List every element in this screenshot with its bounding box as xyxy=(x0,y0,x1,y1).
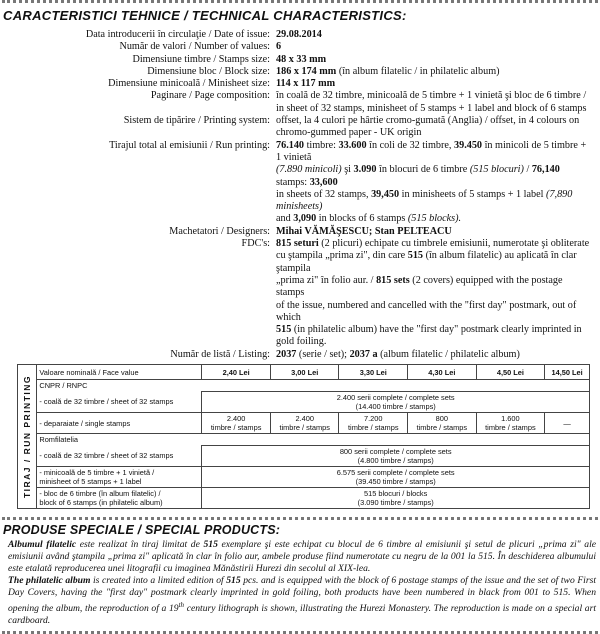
fdc-bold: 815 seturi xyxy=(276,238,319,250)
spec-block-size xyxy=(0,66,600,78)
cell-line: timbre / stamps xyxy=(210,423,262,433)
fdc-line xyxy=(276,324,592,349)
fdc-text: (in philatelic album) have the "first day" postmark clearly imprinted in gold foiling. xyxy=(276,324,582,348)
single-cell xyxy=(476,413,545,434)
spec-list xyxy=(0,29,600,361)
table-row xyxy=(37,380,590,392)
ro-text: exemplare şi este echipat cu blocul de 6 timbre al emisiunii şi setul de plicuri „prima zi" ale emisiunii având ştampila „prima zi" aplicată în clar în folio aur, ambele produse fiind numerotate cu negru de la 001 la 515. În deschiderea albumului este etalată reproducerea unei litografii cu imaginea Mănăstirii Hurezi din secolul al XIX-lea. xyxy=(8,539,596,575)
spec-label: Tirajul total al emisiunii / Run printing: xyxy=(109,139,270,151)
run-text: în blocuri de 6 timbre xyxy=(376,164,470,176)
cell-line: minisheet of 5 stamps + 1 label xyxy=(39,477,142,487)
spec-listing xyxy=(0,349,600,361)
run-italic: (515 blocuri) xyxy=(469,164,524,176)
minisheet-size-value: 114 x 117 mm xyxy=(276,78,336,90)
merged-value-cell xyxy=(202,392,590,413)
spec-printing-system xyxy=(0,115,600,140)
cell-line: timbre / stamps xyxy=(485,423,536,433)
en-bold: The philatelic album xyxy=(8,575,91,587)
pagination-line: in sheet of 32 stamps, minisheet of 5 stamps + 1 label and block of 6 stamps xyxy=(276,102,587,114)
en-text: century lithograph is shown, illustrating the Hurezi Monastery. The reproduction is made on a special art cardboard. xyxy=(8,603,596,627)
run-number: 39,450 xyxy=(371,188,400,200)
cell-line: (3.090 timbre / stamps) xyxy=(357,498,434,508)
cell-line: - bloc de 6 timbre (în album filatelic) / xyxy=(39,489,161,499)
spec-value xyxy=(276,115,600,140)
ro-bold: 515 xyxy=(203,539,218,551)
spec-minisheet-size xyxy=(0,78,600,90)
run-text: şi xyxy=(341,164,354,176)
face-value-cell: 3,00 Lei xyxy=(270,365,339,380)
run-text: / xyxy=(523,164,532,176)
designers-value: Mihai VĂMĂŞESCU; Stan PELTEACU xyxy=(276,225,452,237)
fdc-line xyxy=(276,250,592,275)
table-row xyxy=(37,467,590,488)
spec-label: Data introducerii în circulaţie / Date of issue: xyxy=(85,29,270,40)
fdc-line xyxy=(276,238,592,250)
run-line xyxy=(276,140,592,165)
run-number: 33,600 xyxy=(309,176,338,188)
technical-title: CARACTERISTICI TEHNICE / TECHNICAL CHARACTERISTICS: xyxy=(3,8,407,23)
listing-text: (serie / set); xyxy=(296,348,350,360)
spec-designers xyxy=(0,226,600,238)
cell-line: 6.575 serii complete / complete sets xyxy=(336,468,455,478)
face-value-header: Valoare nominală / Face value xyxy=(37,365,202,380)
spec-run-printing xyxy=(0,140,600,226)
cell-line: 2.400 xyxy=(295,414,314,424)
merged-value-cell xyxy=(202,467,590,488)
table-row xyxy=(37,413,590,434)
cell-line: 2.400 xyxy=(226,414,246,424)
spec-value xyxy=(276,140,600,226)
run-line xyxy=(276,189,592,214)
side-label-text: TIRAJ / RUN PRINTING xyxy=(22,375,33,499)
fdc-bold: 515 xyxy=(407,250,424,262)
merged-value-cell xyxy=(202,446,590,467)
spec-value xyxy=(276,78,600,90)
run-printing-table xyxy=(36,364,590,509)
middle-dotted-rule xyxy=(2,517,598,520)
run-number: 76,140 xyxy=(531,164,560,176)
fdc-text: (în album filatelic) au aplicată în clar ştampila xyxy=(276,250,577,274)
printing-line: offset, la 4 culori pe hârtie cromo-gumată (Anglia) / offset, in 4 colours on xyxy=(276,115,580,127)
run-text: în minicoli de 5 timbre + 1 vinietă xyxy=(276,139,587,163)
spec-value xyxy=(276,41,600,53)
cell-line: (39.450 timbre / stamps) xyxy=(355,477,436,487)
spec-value xyxy=(276,90,600,115)
table-row xyxy=(37,446,590,467)
run-italic: (7.890 minicoli) xyxy=(276,164,342,176)
listing-text: (album filatelic / philatelic album) xyxy=(377,348,520,360)
merged-value-cell xyxy=(202,488,590,509)
spec-label: Număr de listă / Listing: xyxy=(170,348,270,360)
pagination-line: în coală de 32 timbre, minicoală de 5 timbre + 1 vinietă şi bloc de 6 timbre / xyxy=(276,90,587,102)
ro-text: este realizat în tiraj limitat de xyxy=(76,539,204,551)
cell-line: block of 6 stamps (in philatelic album) xyxy=(39,498,163,508)
spec-number-values xyxy=(0,41,600,53)
row-label xyxy=(37,467,202,488)
table-row xyxy=(37,434,590,446)
run-printing-side-label xyxy=(17,364,36,509)
issue-date-value: 29.08.2014 xyxy=(276,29,322,40)
spec-page-composition xyxy=(0,90,600,115)
run-text: in blocks of 6 stamps xyxy=(316,213,408,225)
spec-fdc xyxy=(0,238,600,349)
cell-line: timbre / stamps xyxy=(416,423,468,433)
cell-line: 800 serii complete / complete sets xyxy=(339,447,452,457)
cell-line: 515 blocuri / blocks xyxy=(364,489,428,499)
run-text: and xyxy=(276,213,294,225)
en-text: pcs. and is equipped with the block of 6 postage stamps of the issue and the set of two First Day Covers, having the "first day" postmark clearly imprinted in gold foiling, both products have been numbered in black from 001 to 515. When opening the album, the reproduction of a 19 xyxy=(8,575,596,615)
provider-romfilatelia: Romfilatelia xyxy=(37,434,590,446)
single-cell xyxy=(202,413,271,434)
run-text: în coli de 32 timbre, xyxy=(366,139,454,151)
spec-label: Sistem de tipărire / Printing system: xyxy=(123,115,270,127)
special-products-title: PRODUSE SPECIALE / SPECIAL PRODUCTS: xyxy=(3,523,281,538)
table-header-row xyxy=(37,365,590,380)
cell-line: timbre / stamps xyxy=(279,423,330,433)
run-text: in minisheets of 5 stamps + 1 label xyxy=(399,188,547,200)
row-label: - coală de 32 timbre / sheet of 32 stamps xyxy=(37,446,202,467)
spec-value xyxy=(276,66,600,78)
spec-issue-date xyxy=(0,29,600,41)
fdc-bold: 815 sets xyxy=(376,274,410,286)
listing-number: 2037 xyxy=(276,348,297,360)
listing-number: 2037 a xyxy=(349,348,378,360)
spec-label: FDC's: xyxy=(241,238,270,250)
spec-label: Machetatori / Designers: xyxy=(169,225,270,237)
table-row xyxy=(37,392,590,413)
spec-label: Dimensiune minicoală / Minisheet size: xyxy=(108,78,270,90)
run-text: in sheets of 32 stamps, xyxy=(276,188,372,200)
superscript: th xyxy=(178,601,185,610)
block-size-note: (în album filatelic / in philatelic album) xyxy=(336,65,500,77)
en-bold: 515 xyxy=(226,575,241,587)
run-number: 33.600 xyxy=(338,139,367,151)
spec-stamp-size xyxy=(0,54,600,66)
spec-label: Dimensiune timbre / Stamps size: xyxy=(132,53,270,65)
single-cell xyxy=(408,413,477,434)
fdc-text: „prima zi" în folio aur. / xyxy=(276,274,377,286)
fdc-line xyxy=(276,275,592,300)
run-text: stamps: xyxy=(276,176,310,188)
spec-value xyxy=(276,54,600,66)
fdc-text: (2 plicuri) echipate cu timbrele emisiunii, numerotate şi obliterate xyxy=(318,238,590,250)
row-label: - deparaiate / single stamps xyxy=(37,413,202,434)
fdc-text: (2 covers) equipped with the postage stamps xyxy=(276,274,563,299)
run-number: 76.140 xyxy=(276,139,305,151)
run-number: 3,090 xyxy=(293,213,317,225)
cell-line: (14.400 timbre / stamps) xyxy=(355,402,436,412)
fdc-text: cu ştampila „prima zi", din care xyxy=(276,250,408,262)
table-row xyxy=(37,488,590,509)
en-text: is created into a limited edition of xyxy=(90,575,227,587)
run-number: 39.450 xyxy=(454,139,483,151)
face-value-cell: 4,50 Lei xyxy=(476,365,545,380)
fdc-bold: 515 xyxy=(276,324,292,336)
cell-line: 1.600 xyxy=(501,414,520,424)
face-value-cell: 2,40 Lei xyxy=(202,365,271,380)
cell-line: timbre / stamps xyxy=(348,423,399,433)
cell-line: 7.200 xyxy=(364,414,383,424)
run-text: timbre: xyxy=(304,139,339,151)
run-italic: (7,890 minisheets) xyxy=(276,188,573,213)
single-cell-dash: — xyxy=(545,413,590,434)
run-italic: (515 blocks). xyxy=(407,213,462,225)
values-count: 6 xyxy=(276,41,282,53)
row-label: - coală de 32 timbre / sheet of 32 stamps xyxy=(37,392,202,413)
run-line xyxy=(276,164,592,189)
special-products-ro xyxy=(8,539,596,575)
fdc-line: of the issue, numbered and cancelled with the "first day" postmark, out of which xyxy=(276,299,577,323)
row-label xyxy=(37,488,202,509)
ro-bold: Albumul filatelic xyxy=(8,539,77,551)
spec-value xyxy=(276,238,600,349)
face-value-cell: 3,30 Lei xyxy=(339,365,408,380)
spec-value xyxy=(276,29,600,41)
stamp-size-value: 48 x 33 mm xyxy=(276,53,327,65)
special-products-en xyxy=(8,575,596,627)
run-line xyxy=(276,213,592,225)
block-size-value: 186 x 174 mm xyxy=(276,65,337,77)
spec-value xyxy=(276,349,600,361)
cell-line: (4.800 timbre / stamps) xyxy=(357,456,434,466)
face-value-cell: 4,30 Lei xyxy=(408,365,477,380)
spec-value xyxy=(276,226,600,238)
run-number: 3.090 xyxy=(353,164,377,176)
cell-line: - minicoală de 5 timbre + 1 vinietă / xyxy=(39,468,155,478)
single-cell xyxy=(270,413,339,434)
provider-cnpr: CNPR / RNPC xyxy=(37,380,590,392)
cell-line: 800 xyxy=(435,414,448,424)
face-value-cell: 14,50 Lei xyxy=(545,365,590,380)
run-printing-table-wrap xyxy=(17,364,590,509)
cell-line: 2.400 serii complete / complete sets xyxy=(336,393,455,403)
top-dotted-rule xyxy=(2,0,598,3)
spec-label: Paginare / Page composition: xyxy=(150,90,270,102)
spec-label: Dimensiune bloc / Block size: xyxy=(147,65,270,77)
printing-line: chromo-gummed paper - UK origin xyxy=(276,127,422,139)
spec-label: Număr de valori / Number of values: xyxy=(119,41,270,53)
single-cell xyxy=(339,413,408,434)
